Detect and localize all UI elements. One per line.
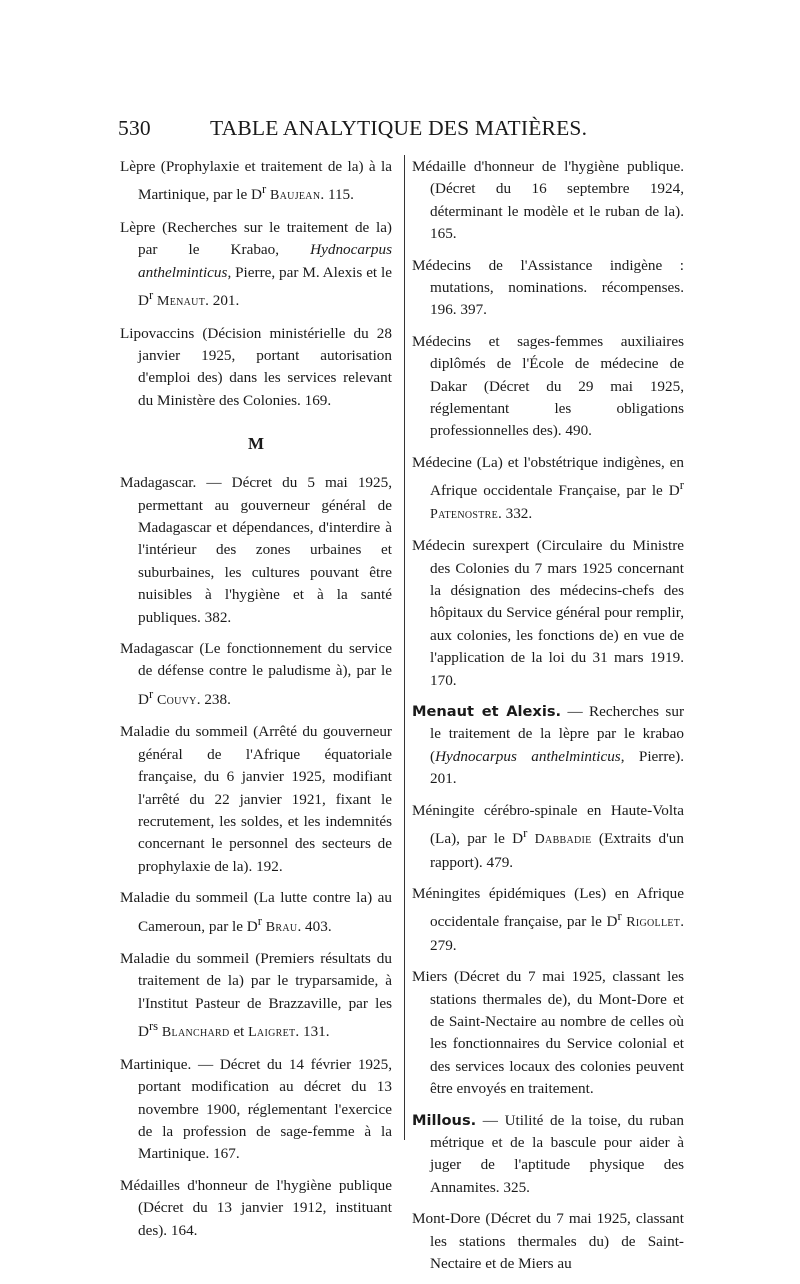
index-entry: Maladie du sommeil (Arrêté du gouverneur général de l'Afrique équatoriale française, du 6 janvier 1925, modifiant l'arrêté du 22 janvier 1921, fixant le recrutement, les soldes, et les indemnités concernant le personnel des secteurs de prophylaxie de la). 192. <box>120 723 392 875</box>
index-entry: Lipovaccins (Décision ministérielle du 28 janvier 1925, portant autorisation d'emploi des) dans les services relevant du Ministère des Colonies. 169. <box>120 324 392 409</box>
index-entry: Lèpre (Prophylaxie et traitement de la) à la Martinique, par le $D^r$ Baujean. 115. <box>120 158 392 204</box>
column-divider <box>404 155 405 1140</box>
index-entry: Millous. — Utilité de la toise, du ruban métrique et de la bascule pour aider à juger de l'aptitude physique des Annamites. 325. <box>412 1111 684 1196</box>
right-column <box>412 156 684 1284</box>
index-entry: Mont-Dore (Décret du 7 mai 1925, classant les stations thermales du) de Saint-Nectaire et de Miers au <box>412 1210 684 1273</box>
index-entry: Médecine (La) et l'obstétrique indigènes, en Afrique occidentale Française, par le $D^r$ Patenostre. 332. <box>412 453 684 522</box>
index-entry: Méningites épidémiques (Les) en Afrique occidentale française, par le $D^r$ Rigollet. 279. <box>412 884 684 954</box>
page-header <box>118 116 693 150</box>
section-letter: M <box>247 434 265 454</box>
index-entry: Médecin surexpert (Circulaire du Ministre des Colonies du 7 mars 1925 concernant la désignation des médecins-chefs des hôpitaux du Service général pour remplir, aux colonies, les fonctions de) en vue de l'application de la loi du 31 mars 1919. 170. <box>412 537 684 689</box>
left-column <box>120 156 392 1251</box>
index-entry: Maladie du sommeil (Premiers résultats du traitement de la) par le tryparsamide, à l'Institut Pasteur de Brazzaville, par les $D^{rs}$ Blanchard et Laigret. 131. <box>120 950 392 1041</box>
page-number: 530 <box>118 116 151 140</box>
index-entry: Médailles d'honneur de l'hygiène publique (Décret du 13 janvier 1912, instituant des). 164. <box>120 1176 392 1239</box>
index-entry: Madagascar. — Décret du 5 mai 1925, permettant au gouverneur général de Madagascar et dépendances, d'interdire à l'intérieur des zones urbaines et suburbaines, les cultures pouvant être nuisibles à l'hygiène et à la santé publiques. 382. <box>120 474 392 626</box>
running-title: TABLE ANALYTIQUE DES MATIÈRES. <box>210 116 588 140</box>
index-entry: Médecins et sages-femmes auxiliaires diplômés de l'École de médecine de Dakar (Décret du 29 mai 1925, réglementant les obligations professionnelles des). 490. <box>412 332 684 440</box>
index-entry: Lèpre (Recherches sur le traitement de la) par le Krabao, Hydnocarpus anthelminticus, Pierre, par M. Alexis et le $D^r$ Menaut. 201. <box>120 218 392 310</box>
index-entry: Maladie du sommeil (La lutte contre la) au Cameroun, par le $D^r$ Brau. 403. <box>120 889 392 935</box>
index-entry: Médaille d'honneur de l'hygiène publique. (Décret du 16 septembre 1924, déterminant le modèle et le ruban de la). 165. <box>412 158 684 243</box>
index-entry: Miers (Décret du 7 mai 1925, classant les stations thermales de), du Mont-Dore et de Saint-Nectaire au nombre de celles où les fonctionnaires du Service colonial et des services locaux des colonies peuvent être envoyés en traitement. <box>412 968 684 1098</box>
index-entry: Méningite cérébro-spinale en Haute-Volta (La), par le $D^r$ Dabbadie (Extraits d'un rapport). 479. <box>412 801 684 871</box>
index-entry: Médecins de l'Assistance indigène : mutations, nominations. récompenses. 196. 397. <box>412 256 684 319</box>
index-entry: Menaut et Alexis. — Recherches sur le traitement de la lèpre par le krabao (Hydnocarpus anthelminticus, Pierre). 201. <box>412 703 684 788</box>
index-entry: Martinique. — Décret du 14 février 1925, portant modification au décret du 13 novembre 1900, réglementant l'exercice de la profession de sage-femme à la Martinique. 167. <box>120 1055 392 1163</box>
index-entry: Madagascar (Le fonctionnement du service de défense contre le paludisme à), par le $D^r$ Couvy. 238. <box>120 640 392 708</box>
